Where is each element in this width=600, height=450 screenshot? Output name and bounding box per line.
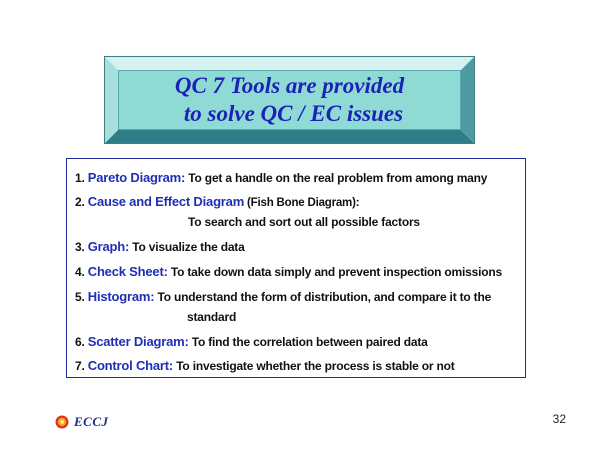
logo-text: ECCJ [74,414,109,429]
item-number: 3. [75,240,88,254]
item-number: 1. [75,171,88,185]
tools-list [66,158,526,378]
page-number: 32 [552,412,566,426]
item-number: 7. [75,359,88,373]
list-item-pareto [75,170,487,185]
item-continuation: To search and sort out all possible factors [188,215,420,229]
item-term: Control Chart: [87,358,174,373]
item-description: To get a handle on the real problem from among many [185,171,488,185]
item-number: 4. [75,265,88,279]
item-parenthetical: (Fish Bone Diagram): [244,197,360,209]
list-item-histogram [75,289,491,304]
item-description: To investigate whether the process is stable or not [173,359,455,373]
item-term: Scatter Diagram: [87,334,189,349]
item-number: 6. [75,335,88,349]
item-description: To take down data simply and prevent inspection omissions [167,265,502,279]
eccj-logo [55,414,109,430]
list-item-scatter [75,334,428,349]
item-number: 2. [75,195,88,209]
item-term: Histogram: [87,289,155,304]
list-item-cause-effect [75,194,359,209]
item-term: Check Sheet: [87,264,168,279]
item-term: Pareto Diagram: [87,170,186,185]
item-continuation: standard [187,310,237,324]
item-description: To find the correlation between paired data [188,335,428,349]
title-line-2: to solve QC / EC issues [183,101,404,126]
item-term: Graph: [87,239,130,254]
item-description: To visualize the data [129,240,245,254]
item-number: 5. [75,290,88,304]
list-item-control-chart [75,358,455,373]
title-line-1: QC 7 Tools are provided [174,73,405,98]
item-description: To understand the form of distribution, and compare it to the [154,290,492,304]
list-item-graph [75,239,245,254]
item-term: Cause and Effect Diagram [87,194,245,209]
eccj-logo-icon [55,415,69,429]
list-item-check-sheet [75,264,502,279]
title-box [104,56,475,144]
